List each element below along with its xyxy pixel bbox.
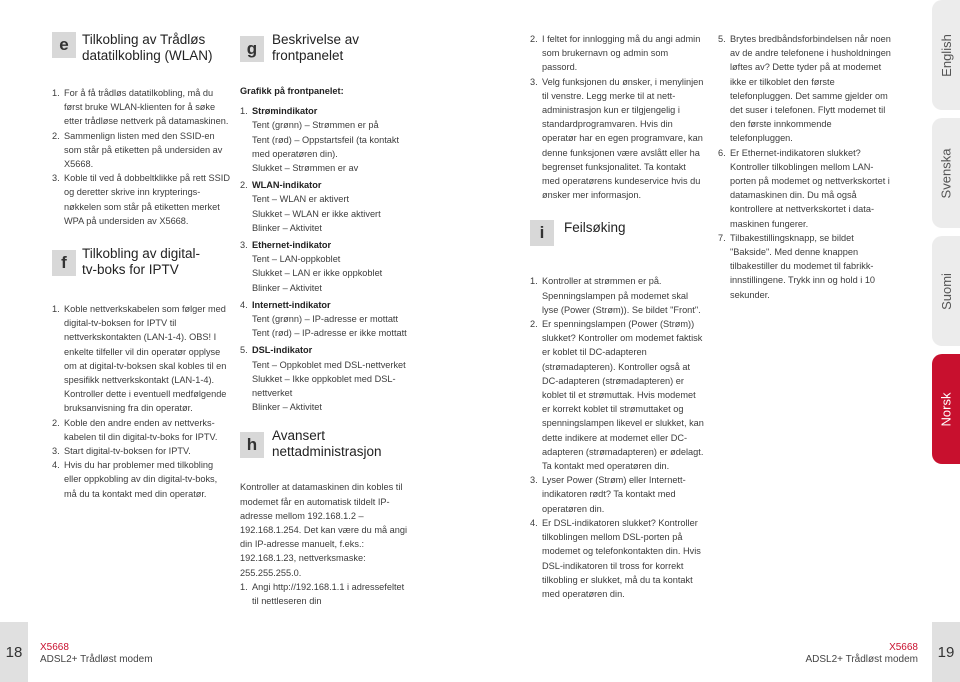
language-tabs bbox=[932, 0, 960, 620]
list-item bbox=[530, 473, 705, 516]
list-item-text: For å få trådløs datatilkobling, må du først bruke WLAN-klienten for å søke etter trådløse nettverk på datamaskinen. bbox=[64, 88, 229, 127]
list-item bbox=[52, 302, 232, 416]
continued-list bbox=[530, 32, 705, 202]
list-item bbox=[530, 32, 705, 75]
section-h-paragraph: Kontroller at datamaskinen din kobles til modemet får en automatisk tildelt IP-adresse mellom 192.168.1.2 – 192.168.1.254. Det kan være du må angi din IP-adresse manuelt, f.eks.: 192.168.1.23, nettverksmaske: 255.255.255.0. bbox=[240, 482, 408, 578]
list-item-number: 1. bbox=[52, 304, 60, 315]
indicator-number: 2. bbox=[240, 180, 248, 191]
footer-model-right: X5668 bbox=[889, 642, 918, 653]
list-item-number: 2. bbox=[52, 417, 60, 428]
section-letter-e: e bbox=[52, 32, 76, 58]
indicator-item bbox=[240, 343, 410, 414]
indicator-heading bbox=[240, 298, 410, 312]
indicator-state: Blinker – Aktivitet bbox=[252, 402, 322, 413]
column-3 bbox=[530, 32, 705, 601]
tab-label: Svenska bbox=[938, 148, 954, 198]
list-item-text: Er spenningslampen (Power (Strøm)) slukket? Kontroller om modemet faktisk er koblet til DC-adapteren (strømadapteren). Kontroller også at DC-adapteren (strømadapteren) er koblet til et strømuttak. Hvis modemet er korrekt koblet til strømuttaket og spenningslampen likevel er slukket, kan dette indikere at modemet eller DC-adapteren (strømadapteren) er ødelagt. Ta kontakt med operatøren din. bbox=[542, 319, 704, 472]
troubleshooting-continued-list bbox=[718, 32, 896, 302]
tab-svenska[interactable] bbox=[932, 118, 960, 228]
indicator-item bbox=[240, 104, 410, 175]
list-item-number: 2. bbox=[530, 34, 538, 44]
list-item bbox=[530, 274, 705, 317]
page-number-left: 18 bbox=[0, 622, 28, 682]
section-g-title: Beskrivelse av frontpanelet bbox=[272, 32, 360, 63]
list-item-text: I feltet for innlogging må du angi admin som brukernavn og admin som passord. bbox=[542, 34, 701, 73]
list-item-text: Brytes bredbåndsforbindelsen når noen av de andre telefonene i husholdningen løftes av? Dette tyder på at modemet ikke er tilkoblet den første telefonpluggen. Det samme gjelder om det suser i telefonen. Flytt modemet til den første innkommende telefonpluggen. bbox=[730, 34, 891, 144]
list-item: 1. Angi http://192.168.1.1 i adressefeltet til nettleseren din bbox=[240, 581, 405, 607]
list-item-text: Velg funksjonen du ønsker, i menylinjen til venstre. Legg merke til at nett-administrasjon kun er tilgjengelig i standardprogramvaren. Hvis din operatør har en egen programvare, kan denne funksjonen være avslått eller ha begrenset funksjonalitet. Ta kontakt med operatørens kundeservice hvis du ønsker mer informasjon. bbox=[542, 76, 704, 201]
section-i-list bbox=[530, 274, 705, 601]
indicator-heading bbox=[240, 178, 410, 192]
footer-desc-left: ADSL2+ Trådløst modem bbox=[40, 654, 153, 665]
list-item bbox=[52, 171, 232, 228]
indicator-state: Tent – Oppkoblet med DSL-nettverket bbox=[252, 359, 406, 370]
tab-label: Norsk bbox=[938, 392, 954, 426]
indicator-state: Slukket – Ikke oppkoblet med DSL-nettverket bbox=[252, 373, 396, 399]
indicator-item bbox=[240, 298, 410, 341]
section-letter-h: h bbox=[240, 432, 264, 458]
indicator-name: Strømindikator bbox=[252, 106, 318, 117]
list-item bbox=[718, 146, 896, 231]
section-e-list bbox=[52, 86, 232, 228]
section-i-heading bbox=[530, 220, 705, 260]
section-h-heading bbox=[240, 428, 410, 466]
list-item-number: 3. bbox=[52, 173, 60, 184]
indicator-name: DSL-indikator bbox=[252, 345, 313, 356]
list-item-number: 3. bbox=[530, 475, 538, 486]
indicator-number: 3. bbox=[240, 240, 248, 251]
list-item-number: 1. bbox=[530, 276, 538, 287]
list-item-text: Lyser Power (Strøm) eller Internett-indikatoren rødt? Ta kontakt med operatøren din. bbox=[542, 475, 686, 514]
indicator-state: Slukket – LAN er ikke oppkoblet bbox=[252, 268, 383, 279]
list-item bbox=[530, 317, 705, 473]
tab-label: Suomi bbox=[938, 272, 954, 310]
indicator-number: 4. bbox=[240, 299, 248, 310]
list-item bbox=[718, 32, 896, 146]
list-item-text: Start digital-tv-boksen for IPTV. bbox=[64, 446, 191, 457]
list-item-number: 2. bbox=[52, 130, 60, 141]
list-item-text: Koble til ved å dobbeltklikke på rett SSID og deretter skrive inn krypterings-nøkkelen som står på etiketten merket WPA på undersiden av X5668. bbox=[64, 173, 230, 226]
indicator-heading bbox=[240, 104, 410, 118]
list-item-text: Sammenlign listen med den SSID-en som står på etiketten på undersiden av X5668. bbox=[64, 130, 223, 170]
list-item bbox=[52, 86, 232, 129]
footer-right bbox=[760, 622, 960, 682]
list-item bbox=[530, 516, 705, 601]
frontpanel-subhead: Grafikk på frontpanelet: bbox=[240, 86, 344, 96]
list-item-number: 3. bbox=[52, 446, 60, 457]
indicator-state: Tent (grønn) – Strømmen er på bbox=[252, 120, 379, 131]
list-item bbox=[718, 231, 896, 302]
list-item bbox=[52, 444, 232, 458]
section-i-title: Feilsøking bbox=[564, 220, 626, 236]
column-1 bbox=[52, 32, 232, 501]
indicator-item bbox=[240, 238, 410, 295]
list-item-text: Hvis du har problemer med tilkobling eller oppkobling av din digital-tv-boks, må du ta kontakt med din operatør. bbox=[64, 460, 218, 499]
list-item-text: Tilbakestillingsknapp, se bildet "Bakside". Med denne knappen tilbakestiller du modemet til fabrikk-innstillingene. Trykk inn og hold i 10 sekunder. bbox=[730, 232, 876, 300]
list-item-number: 7. bbox=[718, 232, 726, 243]
section-f-heading bbox=[52, 246, 232, 288]
column-2 bbox=[240, 32, 410, 608]
indicator-number: 5. bbox=[240, 345, 248, 356]
indicator-state: Tent (grønn) – IP-adresse er mottatt bbox=[252, 314, 399, 325]
list-item bbox=[52, 129, 232, 172]
list-item bbox=[52, 458, 232, 501]
column-4 bbox=[718, 32, 896, 302]
section-g-heading bbox=[240, 32, 410, 70]
indicator-state: Tent – LAN-oppkoblet bbox=[252, 254, 341, 265]
section-f-title: Tilkobling av digital-tv-boks for IPTV bbox=[82, 246, 201, 278]
list-item bbox=[52, 416, 232, 444]
list-item-number: 4. bbox=[52, 460, 60, 471]
indicator-name: WLAN-indikator bbox=[252, 180, 322, 191]
indicator-state: Blinker – Aktivitet bbox=[252, 282, 322, 293]
section-e-title: Tilkobling av Trådløs datatilkobling (WLAN) bbox=[82, 32, 213, 63]
footer-desc-right: ADSL2+ Trådløst modem bbox=[805, 654, 918, 665]
indicator-state: Slukket – WLAN er ikke aktivert bbox=[252, 208, 381, 219]
list-item-number: 5. bbox=[718, 34, 726, 44]
indicator-state: Tent (rød) – Oppstartsfeil (ta kontakt med operatøren din). bbox=[252, 134, 400, 159]
section-letter-i: i bbox=[530, 220, 554, 246]
section-letter-f: f bbox=[52, 250, 76, 276]
list-item-text: Er DSL-indikatoren slukket? Kontroller tilkoblingen mellom DSL-porten på modemet og telefonkontakten din. Hvis DSL-indikatoren til tross for korrekt tilkobling er slukket, må du ta kontakt med operatøren din. bbox=[542, 517, 701, 599]
list-item-number: 6. bbox=[718, 147, 726, 158]
indicator-item bbox=[240, 178, 410, 235]
indicator-heading bbox=[240, 343, 410, 357]
list-item-text: Kontroller at strømmen er på. Spenningslampen på modemet skal lyse (Power (Strøm)). Se bildet "Front". bbox=[542, 276, 701, 315]
tab-suomi[interactable] bbox=[932, 236, 960, 346]
indicator-state: Tent (rød) – IP-adresse er ikke mottatt bbox=[252, 328, 407, 339]
indicator-number: 1. bbox=[240, 106, 248, 117]
list-item bbox=[530, 75, 705, 203]
section-letter-g: g bbox=[240, 36, 264, 62]
footer-left bbox=[0, 622, 200, 682]
list-item-text: Koble den andre enden av nettverks-kabelen til din digital-tv-boks for IPTV. bbox=[64, 417, 218, 442]
page-number-right: 19 bbox=[932, 622, 960, 682]
list-item-number: 1. bbox=[52, 88, 60, 98]
tab-norsk[interactable] bbox=[932, 354, 960, 464]
list-item-text: Er Ethernet-indikatoren slukket? Kontroller tilkoblingen mellom LAN-porten på modemet og nettverkskortet i datamaskinen din. Du må også kontrollere at nettverkskortet i data-maskinen fungerer. bbox=[730, 147, 890, 229]
indicator-state: Blinker – Aktivitet bbox=[252, 222, 322, 233]
tab-english[interactable] bbox=[932, 0, 960, 110]
list-item-number: 2. bbox=[530, 319, 538, 330]
section-e-heading bbox=[52, 32, 232, 72]
list-item-number: 3. bbox=[530, 76, 538, 87]
indicator-name: Internett-indikator bbox=[252, 299, 331, 310]
list-item-number: 4. bbox=[530, 517, 538, 528]
section-h-title: Avansert nettadministrasjon bbox=[272, 428, 382, 460]
list-item-text: Koble nettverkskabelen som følger med digital-tv-boksen for IPTV til nettverkskontakten (LAN-1-4). OBS! I enkelte tilfeller vil din operatør opplyse om at digital-tv-boksen skal kobles til en spesifikk nettverkskontakt (LAN-1-4). Kontroller dette i eventuell medfølgende bruksanvisning fra din operatør. bbox=[64, 304, 227, 414]
indicator-state: Tent – WLAN er aktivert bbox=[252, 194, 350, 205]
section-h-list bbox=[240, 580, 410, 608]
section-f-list bbox=[52, 302, 232, 501]
footer-model-left: X5668 bbox=[40, 642, 69, 653]
indicator-state: Slukket – Strømmen er av bbox=[252, 163, 359, 174]
tab-label: English bbox=[938, 33, 954, 77]
indicator-name: Ethernet-indikator bbox=[252, 240, 332, 251]
indicator-heading bbox=[240, 238, 410, 252]
indicator-list bbox=[240, 104, 410, 414]
